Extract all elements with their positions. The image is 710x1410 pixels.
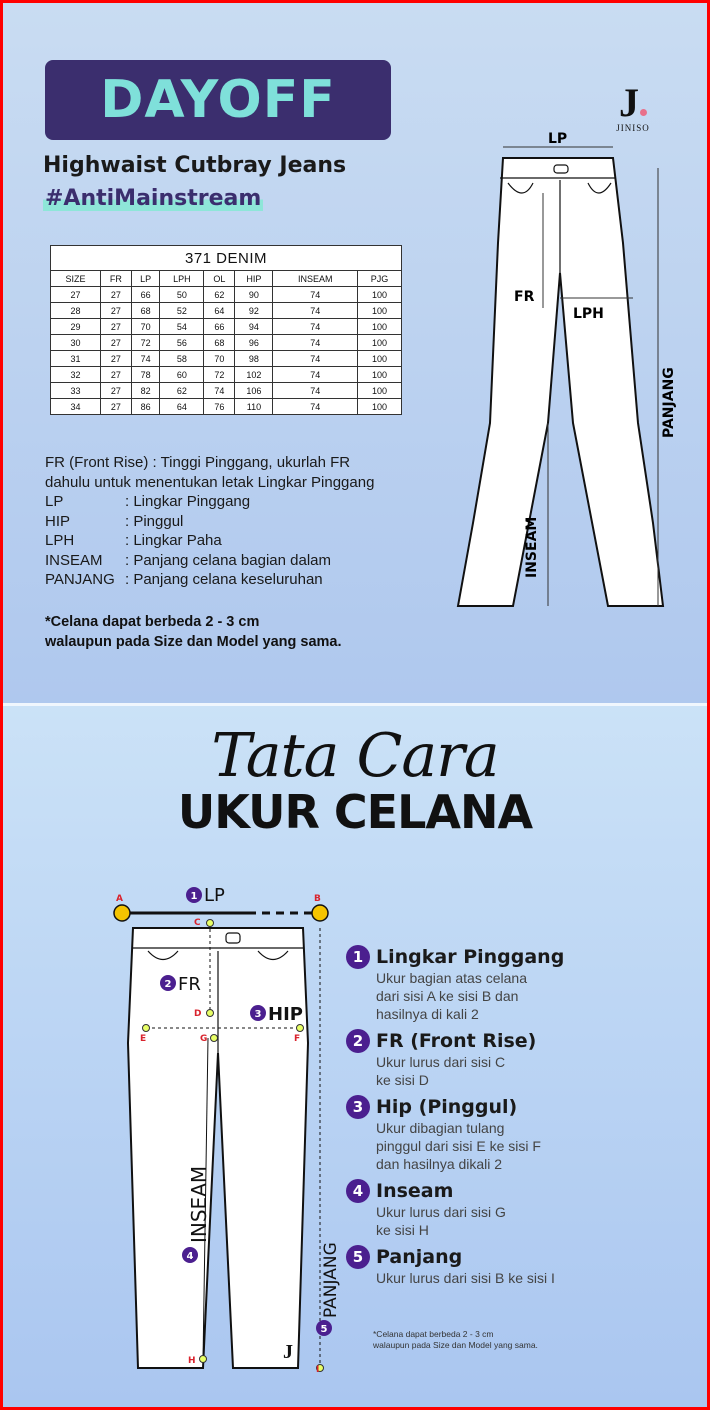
table-cell: 60 bbox=[160, 367, 204, 383]
table-cell: 82 bbox=[131, 383, 160, 399]
section-divider bbox=[3, 703, 707, 706]
step-description bbox=[376, 1203, 696, 1239]
table-cell: 27 bbox=[100, 399, 131, 415]
lph-label: LPH bbox=[573, 306, 604, 322]
table-cell: 100 bbox=[357, 367, 401, 383]
fr-note-line1: FR (Front Rise) : Tinggi Pinggang, ukurlah FR bbox=[45, 454, 351, 471]
desc-line: dan hasilnya dikali 2 bbox=[376, 1156, 503, 1172]
fr-label: FR bbox=[514, 289, 535, 305]
table-row bbox=[51, 383, 402, 399]
step-number-badge: 2 bbox=[346, 1029, 370, 1053]
step-1 bbox=[346, 945, 696, 1023]
table-cell: 58 bbox=[160, 351, 204, 367]
lp-label: LP bbox=[204, 885, 225, 906]
table-cell: 29 bbox=[51, 319, 101, 335]
table-cell: 98 bbox=[235, 351, 273, 367]
point-g-marker bbox=[211, 1035, 218, 1042]
table-header-row bbox=[51, 271, 402, 287]
table-cell: 74 bbox=[131, 351, 160, 367]
brand-badge bbox=[45, 60, 391, 140]
fr-label: FR bbox=[178, 974, 201, 995]
table-cell: 34 bbox=[51, 399, 101, 415]
table-cell: 100 bbox=[357, 383, 401, 399]
logo-letter: J bbox=[619, 80, 639, 125]
step-number-badge: 5 bbox=[346, 1245, 370, 1269]
legend-key: LP bbox=[45, 493, 64, 510]
table-cell: 68 bbox=[204, 335, 235, 351]
table-cell: 76 bbox=[204, 399, 235, 415]
desc-line: Ukur lurus dari sisi C bbox=[376, 1054, 506, 1070]
table-header-cell: SIZE bbox=[51, 271, 101, 287]
table-header-cell: INSEAM bbox=[273, 271, 357, 287]
table-cell: 62 bbox=[204, 287, 235, 303]
table-cell: 27 bbox=[100, 303, 131, 319]
point-c-marker bbox=[207, 920, 214, 927]
measure-jeans-diagram bbox=[108, 873, 341, 1375]
table-cell: 100 bbox=[357, 399, 401, 415]
table-row bbox=[51, 367, 402, 383]
legend-item bbox=[45, 492, 374, 512]
logo-name: JINISO bbox=[616, 123, 650, 133]
table-row bbox=[51, 303, 402, 319]
step-4 bbox=[346, 1179, 696, 1239]
legend-key: INSEAM bbox=[45, 551, 103, 569]
desc-line: Ukur dibagian tulang bbox=[376, 1120, 505, 1136]
table-cell: 74 bbox=[273, 383, 357, 399]
table-cell: 70 bbox=[204, 351, 235, 367]
table-cell: 52 bbox=[160, 303, 204, 319]
desc-line: Ukur lurus dari sisi G bbox=[376, 1204, 506, 1220]
point-h-label: H bbox=[188, 1356, 196, 1366]
table-cell: 100 bbox=[357, 287, 401, 303]
table-cell: 66 bbox=[131, 287, 160, 303]
legend-value: : Lingkar Paha bbox=[125, 532, 222, 549]
table-cell: 86 bbox=[131, 399, 160, 415]
point-f-label: F bbox=[294, 1034, 301, 1044]
step-description bbox=[376, 1269, 696, 1287]
table-cell: 74 bbox=[273, 303, 357, 319]
table-cell: 64 bbox=[160, 399, 204, 415]
step-title: Hip (Pinggul) bbox=[376, 1096, 518, 1118]
table-cell: 74 bbox=[204, 383, 235, 399]
step-description bbox=[376, 969, 696, 1023]
table-cell: 74 bbox=[273, 399, 357, 415]
legend-item bbox=[45, 551, 374, 571]
table-cell: 100 bbox=[357, 319, 401, 335]
step-5 bbox=[346, 1245, 696, 1287]
guide-title-script: Tata Cara bbox=[211, 721, 499, 791]
step-4-badge-number: 4 bbox=[186, 1251, 194, 1262]
table-cell: 74 bbox=[273, 351, 357, 367]
table-cell: 68 bbox=[131, 303, 160, 319]
table-cell: 70 bbox=[131, 319, 160, 335]
flare-jeans-diagram bbox=[448, 123, 678, 618]
step-title: FR (Front Rise) bbox=[376, 1030, 537, 1052]
legend-notes bbox=[45, 453, 374, 590]
point-a-marker bbox=[114, 905, 130, 921]
table-row bbox=[51, 287, 402, 303]
step-title: Lingkar Pinggang bbox=[376, 946, 565, 968]
inseam-label: INSEAM bbox=[187, 1165, 211, 1243]
brand-badge-text: DAYOFF bbox=[100, 70, 336, 130]
table-cell: 106 bbox=[235, 383, 273, 399]
table-cell: 96 bbox=[235, 335, 273, 351]
step-2-badge-number: 2 bbox=[164, 979, 172, 990]
point-g-label: G bbox=[200, 1034, 208, 1044]
table-cell: 74 bbox=[273, 319, 357, 335]
legend-key: PANJANG bbox=[45, 571, 115, 588]
step-2 bbox=[346, 1029, 696, 1089]
legend-value: : Panjang celana keseluruhan bbox=[125, 571, 323, 588]
point-a-label: A bbox=[116, 894, 123, 904]
point-e-label: E bbox=[140, 1034, 147, 1044]
panjang-label: PANJANG bbox=[661, 367, 677, 438]
step-number-badge: 4 bbox=[346, 1179, 370, 1203]
desc-line: ke sisi H bbox=[376, 1222, 429, 1238]
table-cell: 100 bbox=[357, 351, 401, 367]
table-row bbox=[51, 399, 402, 415]
step-number-badge: 1 bbox=[346, 945, 370, 969]
point-e-marker bbox=[143, 1025, 150, 1032]
hip-label: HIP bbox=[268, 1004, 303, 1025]
legend-item bbox=[45, 531, 374, 551]
desc-line: ke sisi D bbox=[376, 1072, 429, 1088]
table-cell: 74 bbox=[273, 335, 357, 351]
table-cell: 92 bbox=[235, 303, 273, 319]
step-5-badge-number: 5 bbox=[320, 1324, 328, 1335]
step-title: Panjang bbox=[376, 1246, 463, 1268]
point-b-label: B bbox=[314, 894, 321, 904]
size-table bbox=[50, 245, 402, 415]
legend-key: LPH bbox=[45, 532, 75, 549]
desc-line: dari sisi A ke sisi B dan bbox=[376, 988, 519, 1004]
table-cell: 50 bbox=[160, 287, 204, 303]
table-cell: 32 bbox=[51, 367, 101, 383]
table-cell: 94 bbox=[235, 319, 273, 335]
table-cell: 27 bbox=[100, 287, 131, 303]
table-row bbox=[51, 335, 402, 351]
step-1-badge-number: 1 bbox=[190, 891, 198, 902]
legend-item bbox=[45, 570, 374, 590]
point-h-marker bbox=[200, 1356, 207, 1363]
table-cell: 27 bbox=[100, 351, 131, 367]
jeans-logo: J bbox=[283, 1341, 293, 1363]
step-number-badge: 3 bbox=[346, 1095, 370, 1119]
table-header-cell: LPH bbox=[160, 271, 204, 287]
table-header-cell: OL bbox=[204, 271, 235, 287]
table-cell: 28 bbox=[51, 303, 101, 319]
logo-dot-icon bbox=[640, 109, 647, 116]
desc-line: pinggul dari sisi E ke sisi F bbox=[376, 1138, 541, 1154]
table-header-cell: HIP bbox=[235, 271, 273, 287]
table-cell: 56 bbox=[160, 335, 204, 351]
table-cell: 110 bbox=[235, 399, 273, 415]
table-header-cell: PJG bbox=[357, 271, 401, 287]
product-title: Highwaist Cutbray Jeans bbox=[43, 153, 347, 178]
table-cell: 74 bbox=[273, 287, 357, 303]
inseam-label: INSEAM bbox=[524, 516, 540, 578]
point-f-marker bbox=[297, 1025, 304, 1032]
table-row bbox=[51, 319, 402, 335]
point-i-label: I bbox=[316, 1365, 320, 1375]
table-header-cell: LP bbox=[131, 271, 160, 287]
fr-note-line2: dahulu untuk menentukan letak Lingkar Pinggang bbox=[45, 473, 375, 491]
table-caption: 371 DENIM bbox=[51, 246, 402, 271]
table-cell: 66 bbox=[204, 319, 235, 335]
table-cell: 27 bbox=[51, 287, 101, 303]
step-3-badge-number: 3 bbox=[254, 1009, 262, 1020]
step-description bbox=[376, 1053, 696, 1089]
guide-title-bold: UKUR CELANA bbox=[177, 785, 533, 839]
table-cell: 54 bbox=[160, 319, 204, 335]
desc-line: Ukur bagian atas celana bbox=[376, 970, 527, 986]
table-cell: 100 bbox=[357, 335, 401, 351]
legend-value: : Panjang celana bagian dalam bbox=[125, 551, 331, 569]
table-cell: 27 bbox=[100, 383, 131, 399]
point-d-marker bbox=[207, 1010, 214, 1017]
point-d-label: D bbox=[194, 1009, 202, 1019]
table-cell: 100 bbox=[357, 303, 401, 319]
measurement-steps bbox=[346, 945, 696, 1293]
table-cell: 90 bbox=[235, 287, 273, 303]
legend-value: : Lingkar Pinggang bbox=[125, 493, 251, 510]
size-variance-warning bbox=[45, 613, 342, 652]
legend-key: HIP bbox=[45, 512, 71, 530]
table-cell: 72 bbox=[204, 367, 235, 383]
table-cell: 64 bbox=[204, 303, 235, 319]
hashtag: #AntiMainstream bbox=[45, 186, 262, 211]
table-cell: 27 bbox=[100, 335, 131, 351]
table-cell: 78 bbox=[131, 367, 160, 383]
footnote-line1: *Celana dapat berbeda 2 - 3 cm bbox=[373, 1329, 494, 1339]
legend-value: : Pinggul bbox=[125, 512, 184, 530]
step-description bbox=[376, 1119, 696, 1173]
warning-line1: *Celana dapat berbeda 2 - 3 cm bbox=[45, 614, 260, 630]
table-cell: 72 bbox=[131, 335, 160, 351]
footnote-line2: walaupun pada Size dan Model yang sama. bbox=[373, 1340, 538, 1350]
table-cell: 62 bbox=[160, 383, 204, 399]
point-c-label: C bbox=[194, 918, 201, 928]
table-row bbox=[51, 351, 402, 367]
legend-item bbox=[45, 512, 374, 532]
table-cell: 102 bbox=[235, 367, 273, 383]
table-cell: 27 bbox=[100, 319, 131, 335]
point-b-marker bbox=[312, 905, 328, 921]
desc-line: Ukur lurus dari sisi B ke sisi I bbox=[376, 1270, 555, 1286]
panjang-label: PANJANG bbox=[321, 1242, 341, 1318]
table-header-cell: FR bbox=[100, 271, 131, 287]
desc-line: hasilnya di kali 2 bbox=[376, 1006, 479, 1022]
table-cell: 27 bbox=[100, 367, 131, 383]
step-title: Inseam bbox=[376, 1180, 454, 1202]
lp-label: LP bbox=[548, 131, 568, 147]
step-3 bbox=[346, 1095, 696, 1173]
guide-footnote bbox=[373, 1329, 538, 1351]
table-cell: 74 bbox=[273, 367, 357, 383]
table-cell: 31 bbox=[51, 351, 101, 367]
table-cell: 33 bbox=[51, 383, 101, 399]
table-cell: 30 bbox=[51, 335, 101, 351]
warning-line2: walaupun pada Size dan Model yang sama. bbox=[45, 633, 342, 650]
